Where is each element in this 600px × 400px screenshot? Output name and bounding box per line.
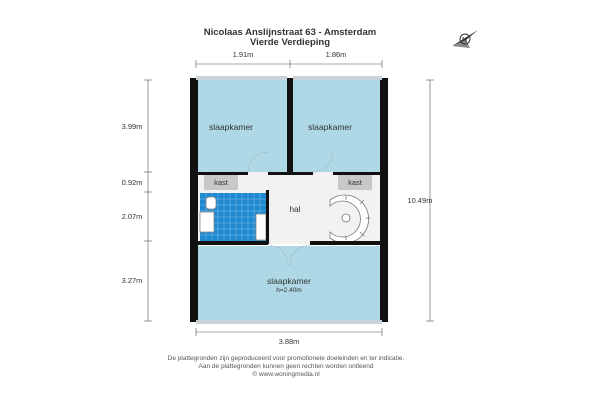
shower-tray: [256, 214, 266, 240]
bedroom-left-label: slaapkamer: [209, 122, 253, 132]
dim-left-1: 3.99m: [121, 122, 143, 131]
dim-top-left: 1.91m: [232, 50, 254, 59]
dim-right-total: 10.49m: [407, 196, 433, 205]
dim-left-4: 3.27m: [121, 276, 143, 285]
hall-label: hal: [289, 204, 301, 214]
footer-disclaimer: De plattegronden zijn geproduceerd voor promotionele doeleinden en ter indicatie.: [167, 355, 405, 362]
dim-bottom-width: 3.88m: [278, 337, 300, 346]
bedroom-bottom-label: slaapkamer: [267, 276, 311, 286]
dim-left-2: 0.92m: [121, 178, 143, 187]
floor-title: Vierde Verdieping: [249, 37, 331, 48]
address-title: Nicolaas Anslijnstraat 63 - Amsterdam: [203, 27, 377, 38]
closet-right-label: kast: [348, 178, 362, 187]
bedroom-right-label: slaapkamer: [308, 122, 352, 132]
dim-left-3: 2.07m: [121, 212, 143, 221]
closet-left-label: kast: [214, 178, 228, 187]
bedroom-bottom-height: h=2.40m: [276, 287, 302, 294]
svg-text:N: N: [462, 37, 468, 44]
footer-copyright: © www.woningmedia.nl: [252, 371, 320, 378]
dim-top-right: 1.86m: [325, 50, 347, 59]
sink: [200, 212, 214, 232]
footer-rights: Aan de plattegronden kunnen geen rechten worden ontleend: [198, 363, 374, 370]
toilet: [206, 197, 216, 209]
